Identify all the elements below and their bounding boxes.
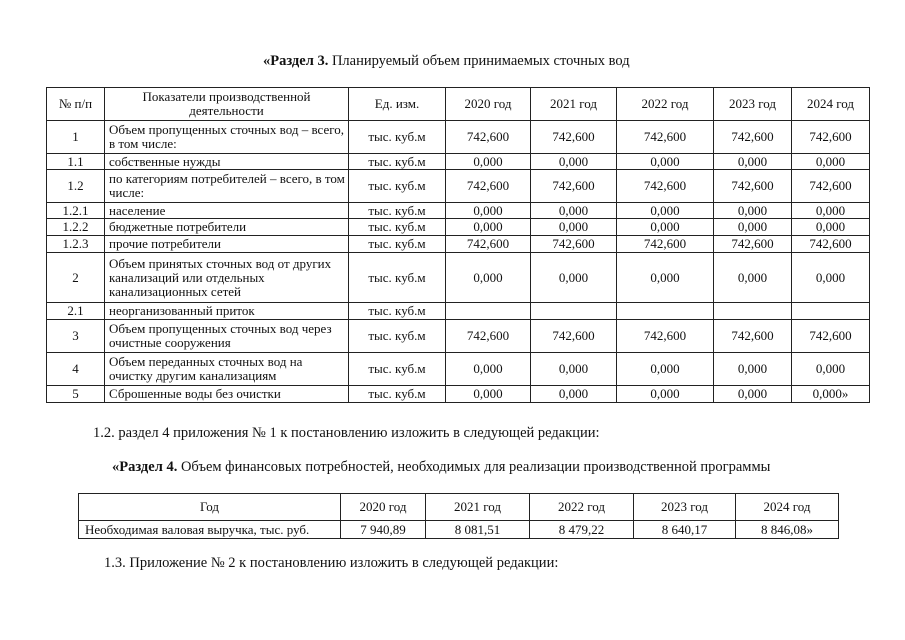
row-2021: 0,000	[531, 219, 617, 236]
row-indicator: Объем пропущенных сточных вод – всего, в том числе:	[105, 121, 349, 154]
row-2022: 742,600	[617, 121, 714, 154]
row-indicator: население	[105, 203, 349, 219]
row-num: 1	[47, 121, 105, 154]
table-row	[47, 236, 870, 253]
table-row	[47, 320, 870, 353]
table-row	[47, 353, 870, 386]
header-2021: 2021 год	[531, 88, 617, 121]
row-2024: 742,600	[792, 121, 870, 154]
row-2022	[617, 303, 714, 320]
row-indicator: Объем пропущенных сточных вод через очистные сооружения	[105, 320, 349, 353]
row-num: 1.2.3	[47, 236, 105, 253]
row-2024: 0,000	[792, 253, 870, 303]
row-2021: 742,600	[531, 320, 617, 353]
row-2022: 0,000	[617, 154, 714, 170]
row-num: 2	[47, 253, 105, 303]
row-unit: тыс. куб.м	[349, 121, 446, 154]
row-2021: 0,000	[531, 386, 617, 403]
section4-table	[78, 493, 839, 539]
row-2020: 0,000	[446, 154, 531, 170]
row-indicator: собственные нужды	[105, 154, 349, 170]
row-2024: 742,600	[792, 170, 870, 203]
section3-title	[263, 53, 630, 70]
row-2022: 0,000	[617, 353, 714, 386]
row-unit: тыс. куб.м	[349, 303, 446, 320]
row-num: 1.2.2	[47, 219, 105, 236]
row-2022: 742,600	[617, 236, 714, 253]
row-2024: 0,000	[792, 154, 870, 170]
header-2020: 2020 год	[341, 494, 426, 521]
row-2021: 742,600	[531, 236, 617, 253]
header-year: Год	[79, 494, 341, 521]
paragraph-1-3: 1.3. Приложение № 2 к постановлению изложить в следующей редакции:	[104, 555, 559, 571]
row-2022: 742,600	[617, 320, 714, 353]
row-2024: 742,600	[792, 236, 870, 253]
row-2022: 0,000	[617, 219, 714, 236]
row-2021: 0,000	[531, 203, 617, 219]
row-2020	[446, 303, 531, 320]
section3-title-bold: «Раздел 3.	[263, 53, 329, 69]
section4-title-rest: Объем финансовых потребностей, необходимых для реализации производственной программы	[177, 459, 771, 475]
row-2021: 742,600	[531, 121, 617, 154]
row-2023: 0,000	[714, 219, 792, 236]
header-2022: 2022 год	[617, 88, 714, 121]
row-2022: 0,000	[617, 203, 714, 219]
row-2023: 0,000	[714, 203, 792, 219]
row-indicator: Объем переданных сточных вод на очистку другим канализациям	[105, 353, 349, 386]
row-indicator: прочие потребители	[105, 236, 349, 253]
header-2020: 2020 год	[446, 88, 531, 121]
row-2022: 0,000	[617, 386, 714, 403]
section4-title	[112, 459, 770, 476]
row-2021: 742,600	[531, 170, 617, 203]
row-2022: 742,600	[617, 170, 714, 203]
row-2021: 0,000	[531, 353, 617, 386]
row-2020: 0,000	[446, 203, 531, 219]
revenue-2023: 8 640,17	[634, 521, 736, 539]
table-row	[47, 170, 870, 203]
row-2023: 742,600	[714, 121, 792, 154]
row-2023: 0,000	[714, 253, 792, 303]
row-2020: 0,000	[446, 353, 531, 386]
row-2020: 0,000	[446, 386, 531, 403]
table-row	[79, 521, 839, 539]
row-2021: 0,000	[531, 253, 617, 303]
row-indicator: бюджетные потребители	[105, 219, 349, 236]
row-2024: 0,000	[792, 353, 870, 386]
revenue-2024: 8 846,08»	[736, 521, 839, 539]
row-indicator: Объем принятых сточных вод от других канализаций или отдельных канализационных сетей	[105, 253, 349, 303]
table-row	[47, 154, 870, 170]
row-unit: тыс. куб.м	[349, 386, 446, 403]
row-indicator: по категориям потребителей – всего, в том числе:	[105, 170, 349, 203]
section3-table	[46, 87, 870, 403]
table-row	[47, 203, 870, 219]
header-2021: 2021 год	[426, 494, 530, 521]
section3-title-rest: Планируемый объем принимаемых сточных вод	[328, 53, 630, 69]
row-2023	[714, 303, 792, 320]
paragraph-1-2: 1.2. раздел 4 приложения № 1 к постановлению изложить в следующей редакции:	[93, 425, 600, 441]
row-2020: 742,600	[446, 170, 531, 203]
row-2021	[531, 303, 617, 320]
row-num: 3	[47, 320, 105, 353]
header-num: № п/п	[47, 88, 105, 121]
row-num: 1.2	[47, 170, 105, 203]
row-unit: тыс. куб.м	[349, 253, 446, 303]
row-2023: 742,600	[714, 320, 792, 353]
row-2024	[792, 303, 870, 320]
row-num: 4	[47, 353, 105, 386]
row-unit: тыс. куб.м	[349, 320, 446, 353]
revenue-label: Необходимая валовая выручка, тыс. руб.	[79, 521, 341, 539]
section4-header-row	[79, 494, 839, 521]
row-unit: тыс. куб.м	[349, 353, 446, 386]
row-2023: 742,600	[714, 170, 792, 203]
row-2024: 0,000	[792, 219, 870, 236]
row-2023: 742,600	[714, 236, 792, 253]
header-indicator: Показатели производственной деятельности	[105, 88, 349, 121]
row-2023: 0,000	[714, 353, 792, 386]
row-2020: 742,600	[446, 236, 531, 253]
row-num: 1.1	[47, 154, 105, 170]
revenue-2022: 8 479,22	[530, 521, 634, 539]
row-unit: тыс. куб.м	[349, 219, 446, 236]
row-2020: 0,000	[446, 219, 531, 236]
header-2022: 2022 год	[530, 494, 634, 521]
row-num: 1.2.1	[47, 203, 105, 219]
revenue-2020: 7 940,89	[341, 521, 426, 539]
table-row	[47, 253, 870, 303]
revenue-2021: 8 081,51	[426, 521, 530, 539]
row-2020: 742,600	[446, 121, 531, 154]
header-2023: 2023 год	[634, 494, 736, 521]
header-2024: 2024 год	[792, 88, 870, 121]
row-num: 5	[47, 386, 105, 403]
section3-header-row	[47, 88, 870, 121]
row-2024: 0,000»	[792, 386, 870, 403]
row-unit: тыс. куб.м	[349, 203, 446, 219]
row-2020: 0,000	[446, 253, 531, 303]
section4-title-bold: «Раздел 4.	[112, 459, 178, 475]
row-indicator: неорганизованный приток	[105, 303, 349, 320]
table-row	[47, 219, 870, 236]
row-num: 2.1	[47, 303, 105, 320]
header-unit: Ед. изм.	[349, 88, 446, 121]
table-row	[47, 121, 870, 154]
row-unit: тыс. куб.м	[349, 236, 446, 253]
row-indicator: Сброшенные воды без очистки	[105, 386, 349, 403]
table-row	[47, 303, 870, 320]
table-row	[47, 386, 870, 403]
header-2024: 2024 год	[736, 494, 839, 521]
row-2023: 0,000	[714, 154, 792, 170]
row-unit: тыс. куб.м	[349, 154, 446, 170]
row-2020: 742,600	[446, 320, 531, 353]
row-2021: 0,000	[531, 154, 617, 170]
row-2022: 0,000	[617, 253, 714, 303]
header-2023: 2023 год	[714, 88, 792, 121]
row-2024: 0,000	[792, 203, 870, 219]
row-unit: тыс. куб.м	[349, 170, 446, 203]
row-2023: 0,000	[714, 386, 792, 403]
row-2024: 742,600	[792, 320, 870, 353]
